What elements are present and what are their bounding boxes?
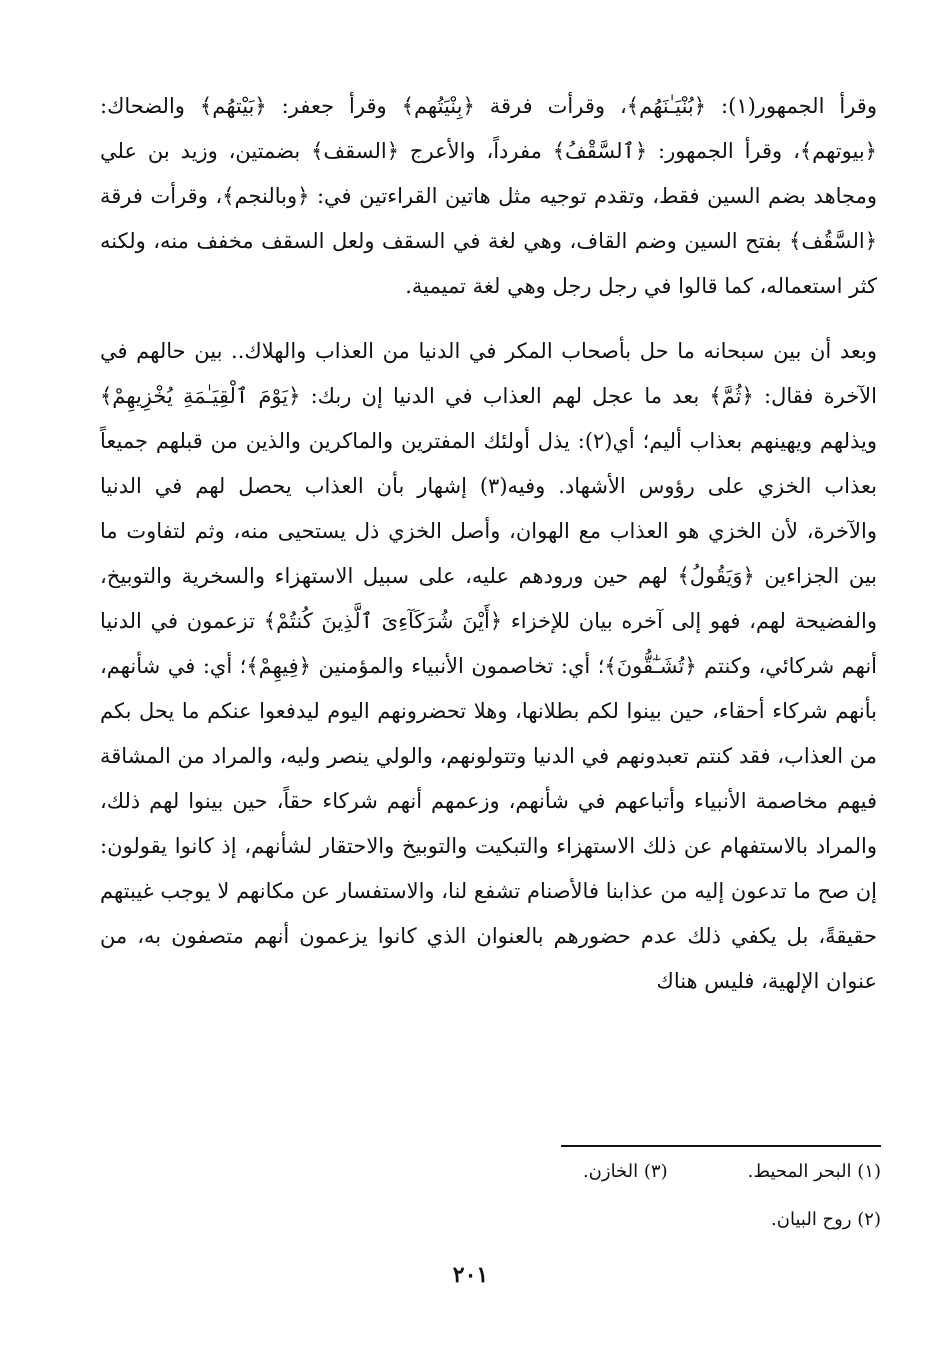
paragraph-readings: وقرأ الجمهور(١): ﴿بُنْيَـٰنَهُم﴾، وقرأت فرقة ﴿بِنْيَتُهم﴾ وقرأ جعفر: ﴿بَيْتهُم﴾ والضحاك: ﴿بيوتهم﴾، وقرأ الجمهور: ﴿ٱلسَّقْفُ﴾ مفرداً، والأعرج ﴿السقف﴾ بضمتين، وزيد بن علي ومجاهد بضم السين فقط، وتقدم توجيه مثل هاتين القراءتين في: ﴿وبالنجم﴾، وقرأت فرقة ﴿السَّقُف﴾ بفتح السين وضم القاف، وهي لغة في السقف ولعل السقف مخفف منه، ولكنه كثر استعماله، كما قالوا في رجل رجل وهي لغة تميمية. — [100, 94, 877, 298]
page-number: ٢٠١ — [452, 1262, 489, 1288]
footnote-2: (٢) روح البيان. — [771, 1209, 881, 1230]
footnote-row — [100, 1206, 881, 1234]
footnote-3: (٣) الخازن. — [582, 1161, 668, 1182]
paragraph-commentary: وبعد أن بين سبحانه ما حل بأصحاب المكر في الدنيا من العذاب والهلاك.. بين حالهم في الآخرة فقال: ﴿ثُمَّ﴾ بعد ما عجل لهم العذاب في الدنيا إن ربك: ﴿يَوْمَ ٱلْقِيَـٰمَةِ يُخْزِيهِمْ﴾ ويذلهم ويهينهم بعذاب أليم؛ أي(٢): يذل أولئك المفترين والماكرين والذين من قبلهم جميعاً بعذاب الخزي على رؤوس الأشهاد. وفيه(٣) إشهار بأن العذاب يحصل لهم في الدنيا والآخرة، لأن الخزي هو العذاب مع الهوان، وأصل الخزي ذل يستحيى منه، وثم لتفاوت ما بين الجزاءين ﴿وَيَقُولُ﴾ لهم حين ورودهم عليه، على سبيل الاستهزاء والسخرية والتوبيخ، والفضيحة لهم، فهو إلى آخره بيان للإخزاء ﴿أَيْنَ شُرَكَآءِىَ ٱلَّذِينَ كُنتُمْ﴾ تزعمون في الدنيا أنهم شركائي، وكنتم ﴿تُشَـٰٓقُّونَ﴾؛ أي: تخاصمون الأنبياء والمؤمنين ﴿فِيهِمْ﴾؛ أي: في شأنهم، بأنهم شركاء أحقاء، حين بينوا لكم بطلانها، وهلا تحضرونهم اليوم ليدفعوا عنكم ما يحل بكم من العذاب، فقد كنتم تعبدونهم في الدنيا وتتولونهم، والولي ينصر وليه، والمراد من المشاقة فيهم مخاصمة الأنبياء وأتباعهم في شأنهم، وزعمهم أنهم شركاء حقاً، حين بينوا لهم ذلك، والمراد بالاستفهام عن ذلك الاستهزاء والتبكيت والتوبيخ والاحتقار لشأنهم، إذ كانوا يقولون: إن صح ما تدعون إليه من عذابنا فالأصنام تشفع لنا، والاستفسار عن مكانهم لا يوجب غيبتهم حقيقةً، بل يكفي ذلك عدم حضورهم بالعنوان الذي كانوا يزعمون أنهم متصفون به، من عنوان الإلهية، فليس هناك — [100, 339, 877, 993]
footnote-row — [100, 1158, 881, 1186]
main-text — [100, 84, 877, 1004]
footnote-divider — [561, 1145, 881, 1147]
footnote-1: (١) البحر المحيط. — [747, 1161, 881, 1182]
footnotes — [100, 1158, 881, 1254]
